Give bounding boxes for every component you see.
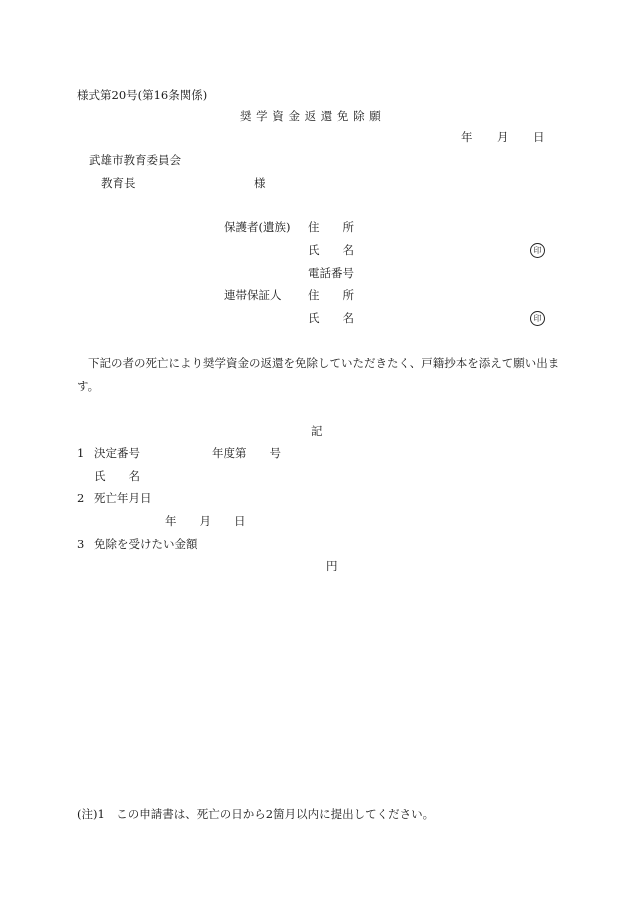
item-1-name-label: 氏 名 xyxy=(94,469,140,483)
form-number: 様式第20号(第16条関係) xyxy=(77,88,208,102)
addressee-honorific: 様 xyxy=(254,176,266,190)
guarantor-label: 連帯保証人 xyxy=(224,288,282,302)
guarantor-seal-mark: 印 xyxy=(530,311,545,326)
guardian-seal-mark: 印 xyxy=(530,243,545,258)
guardian-name-label: 氏 名 xyxy=(308,243,354,257)
date-month-label: 月 xyxy=(497,130,509,144)
guarantor-name-label: 氏 名 xyxy=(308,311,354,325)
item-3-label: 免除を受けたい金額 xyxy=(94,537,198,551)
addressee-role: 教育長 xyxy=(101,176,136,190)
date-year-label: 年 xyxy=(461,130,473,144)
body-paragraph: 下記の者の死亡により奨学資金の返還を免除していただきたく、戸籍抄本を添えて願い出ます。 xyxy=(77,356,560,393)
guarantor-address-label: 住 所 xyxy=(308,288,354,302)
item-1-label: 決定番号 xyxy=(94,446,140,460)
document-title: 奨 学 資 金 返 還 免 除 願 xyxy=(240,109,382,123)
item-2-date: 年 月 日 xyxy=(165,514,246,528)
guardian-phone-label: 電話番号 xyxy=(308,266,354,280)
item-3-unit: 円 xyxy=(326,559,338,573)
guardian-address-label: 住 所 xyxy=(308,220,354,234)
item-1-suffix: 年度第 号 xyxy=(212,446,281,460)
item-3-number: 3 xyxy=(77,537,85,551)
item-2-number: 2 xyxy=(77,491,85,505)
footnote: (注)1 この申請書は、死亡の日から2箇月以内に提出してください。 xyxy=(77,807,435,821)
ki-heading: 記 xyxy=(311,424,323,438)
item-2-label: 死亡年月日 xyxy=(94,491,152,505)
addressee-committee: 武雄市教育委員会 xyxy=(89,153,181,167)
date-day-label: 日 xyxy=(533,130,545,144)
item-1-number: 1 xyxy=(77,446,85,460)
guardian-label: 保護者(遺族) xyxy=(224,220,291,234)
